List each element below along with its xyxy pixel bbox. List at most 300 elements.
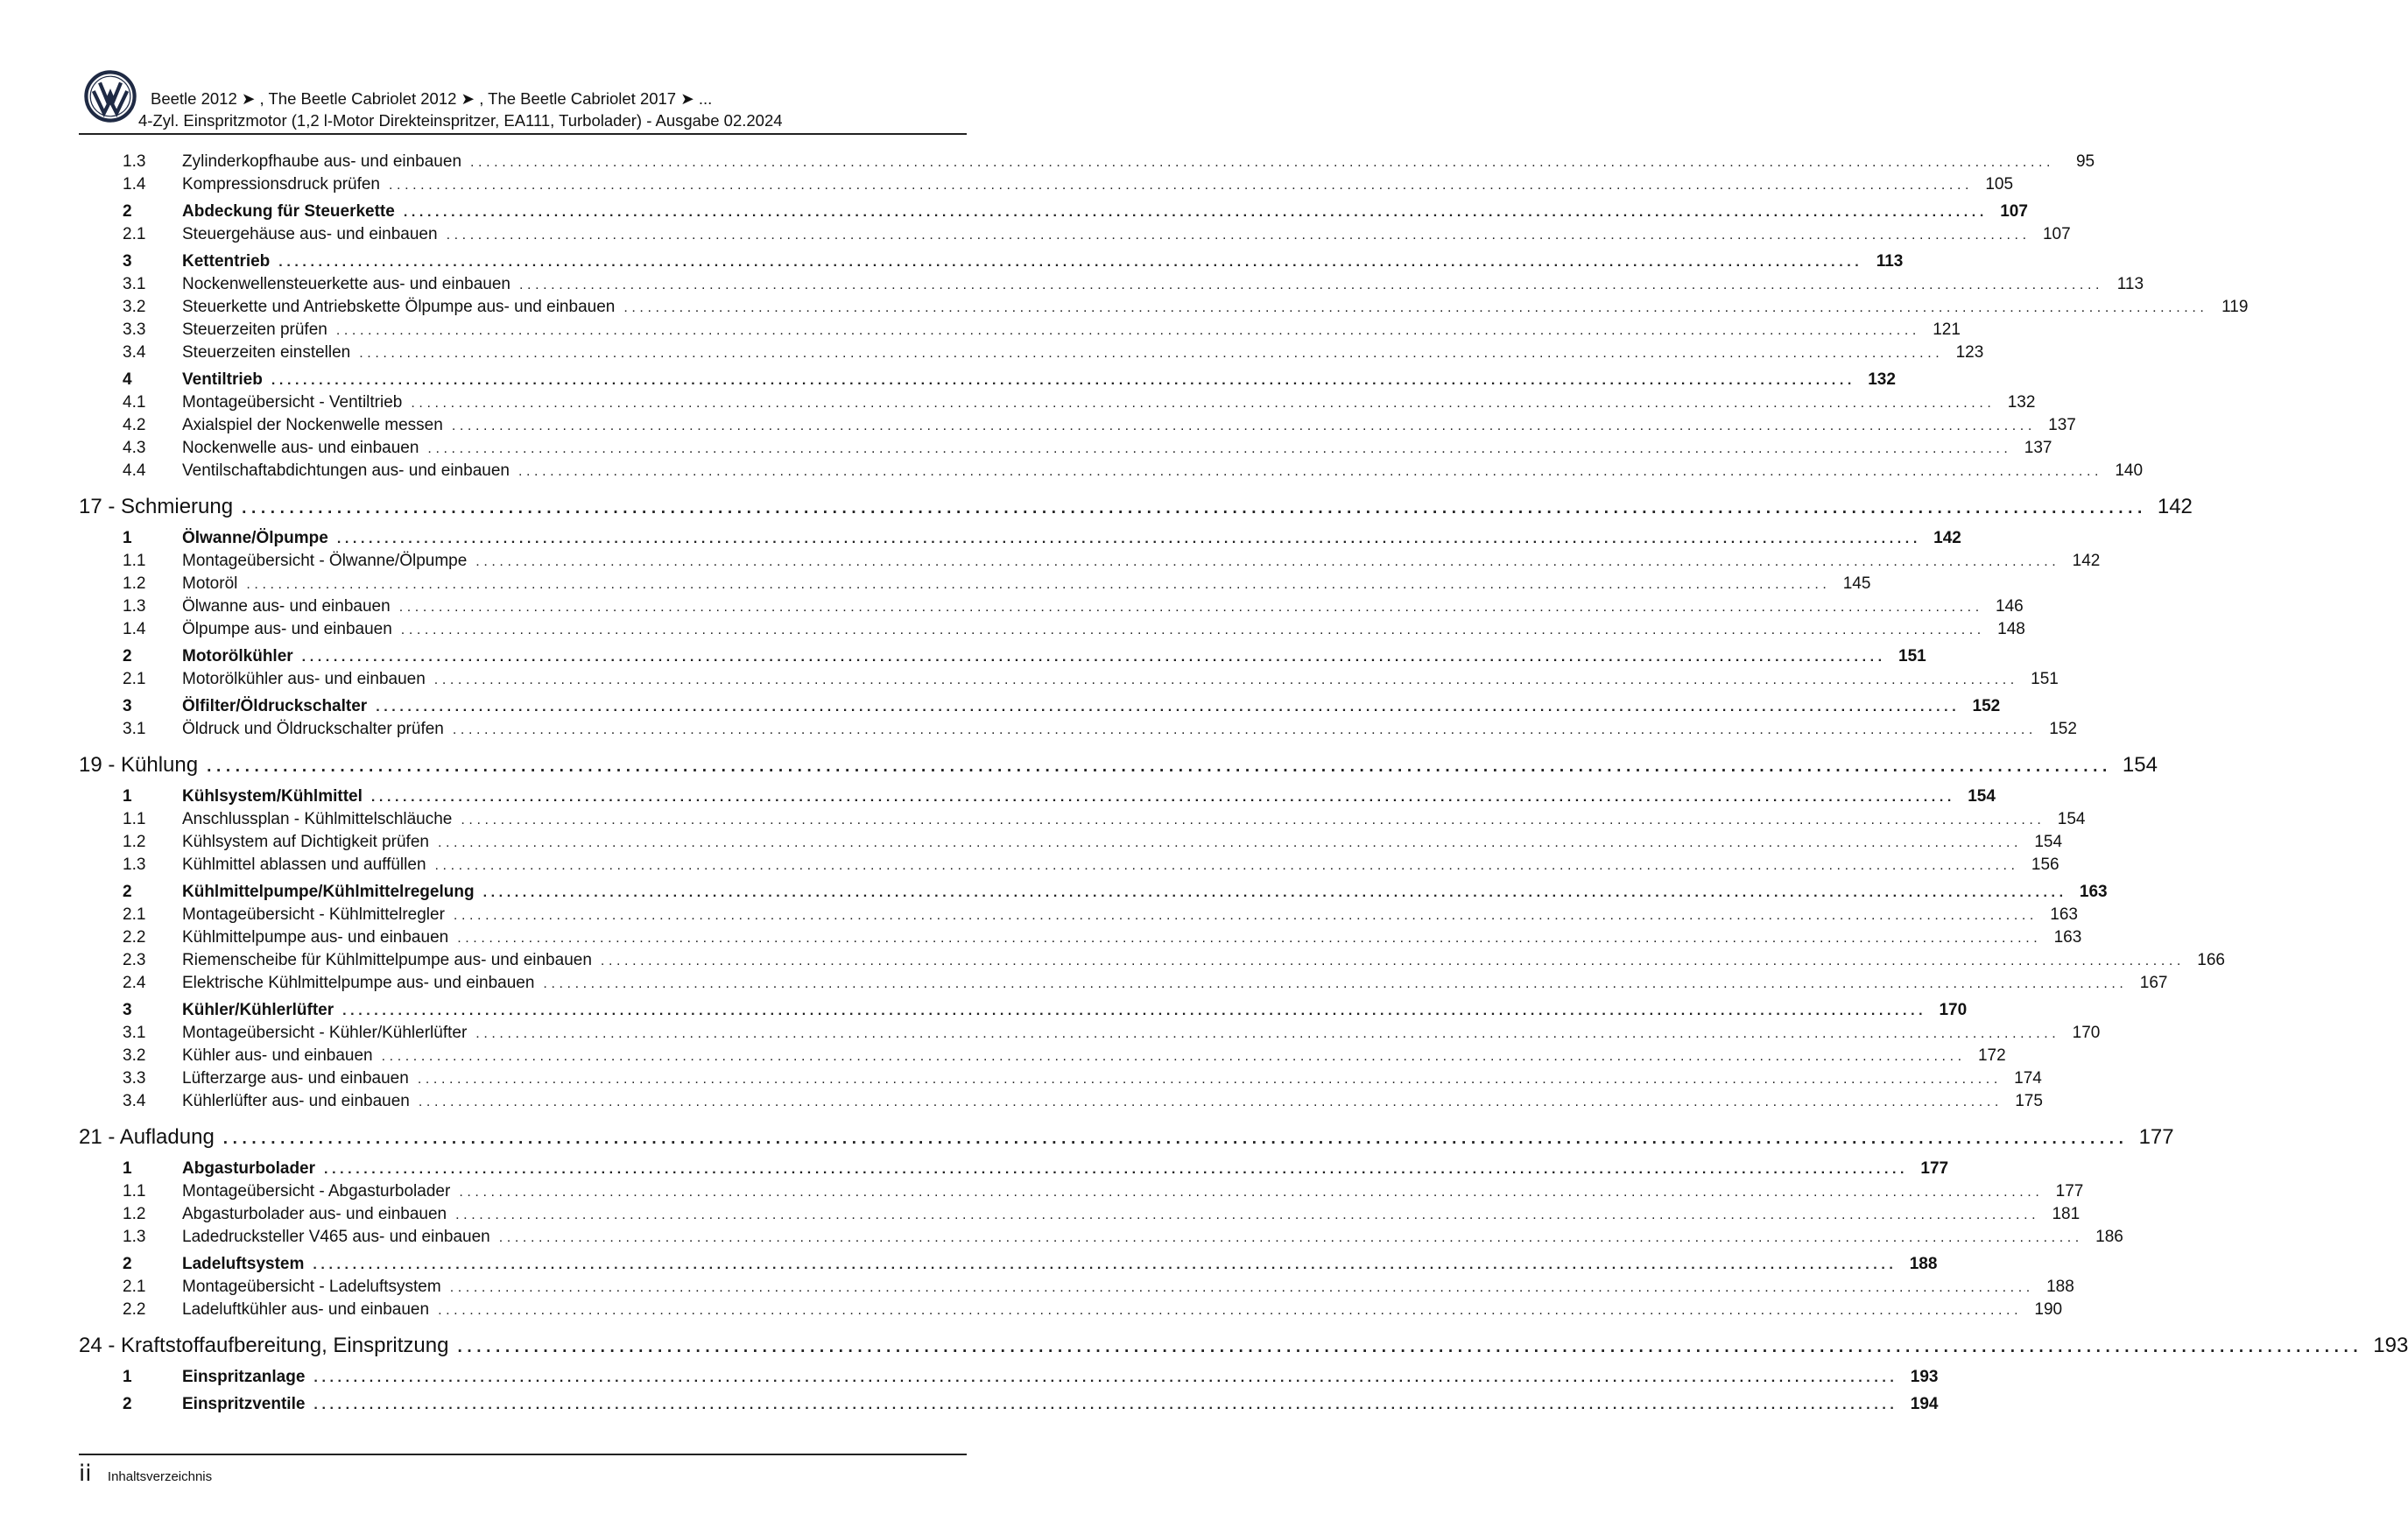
toc-entry-number: 4.2 (123, 416, 146, 434)
dot-leader: ........................................................................................................................................................................................................ (359, 346, 1944, 361)
toc-entry-number: 2 (123, 647, 132, 665)
dot-leader: ........................................................................................................................................................................................................ (403, 205, 1988, 220)
toc-entry-line (182, 1045, 2006, 1068)
toc-entry-line (182, 1299, 2063, 1322)
toc-entry-page: 151 (2031, 670, 2059, 688)
toc-entry-title: Motoröl (182, 574, 238, 593)
toc-entry-line (182, 319, 1961, 342)
toc-entry[interactable] (79, 151, 2095, 173)
toc-entry[interactable] (79, 1299, 2063, 1321)
toc-entry-number: 3.3 (123, 1069, 146, 1088)
dot-leader: ........................................................................................................................................................................................................ (313, 1257, 1898, 1272)
header-divider (79, 133, 967, 135)
toc-entry-page: 188 (2046, 1278, 2074, 1296)
toc-entry-number: 3 (123, 1001, 132, 1019)
toc-entry-page: 113 (1876, 252, 1904, 271)
toc-entry-title: Kühler aus- und einbauen (182, 1046, 373, 1065)
dot-leader: ........................................................................................................................................................................................................ (437, 835, 2023, 850)
toc-entry-page: 107 (2000, 202, 2028, 221)
toc-entry-line (182, 831, 2063, 855)
toc-entry-title: Steuerzeiten prüfen (182, 320, 327, 339)
toc-entry[interactable] (79, 250, 1904, 273)
toc-entry-page: 151 (1898, 647, 1926, 665)
toc-entry-page: 95 (2075, 152, 2095, 171)
toc-entry-line (182, 1158, 1949, 1181)
toc-chapter[interactable] (79, 750, 2158, 781)
toc-entry-title: 24 - Kraftstoffaufbereitung, Einspritzung (79, 1334, 449, 1357)
toc-entry-number: 4 (123, 370, 132, 389)
toc-entry-page: 123 (1955, 343, 1984, 362)
toc-entry-line (182, 527, 1961, 551)
dot-leader: ........................................................................................................................................................................................................ (271, 373, 1855, 388)
toc-entry-number: 1.3 (123, 152, 146, 171)
toc-entry-page: 174 (2014, 1069, 2042, 1088)
footer-label: Inhaltsverzeichnis (107, 1469, 213, 1484)
toc-entry-number: 1.4 (123, 620, 146, 638)
toc-entry-number: 2 (123, 1255, 132, 1273)
toc-entry-line (182, 904, 2078, 927)
toc-entry-page: 121 (1933, 320, 1961, 339)
dot-leader: ........................................................................................................................................................................................................ (370, 790, 1955, 805)
dot-leader: ........................................................................................................................................................................................................ (411, 396, 1996, 411)
toc-entry[interactable] (79, 785, 1996, 808)
dot-leader: ........................................................................................................................................................................................................ (246, 577, 1831, 592)
toc-entry-page: 156 (2031, 856, 2059, 874)
toc-entry-title: Montageübersicht - Ladeluftsystem (182, 1278, 441, 1296)
toc-entry-title: Zylinderkopfhaube aus- und einbauen (182, 152, 462, 171)
toc-entry-number: 2 (123, 883, 132, 901)
dot-leader: ........................................................................................................................................................................................................ (434, 858, 2019, 873)
toc-entry-title: Montageübersicht - Kühlmittelregler (182, 905, 445, 924)
toc-entry-line (182, 999, 1968, 1023)
toc-entry[interactable] (79, 173, 2014, 196)
toc-entry-line (182, 414, 2076, 438)
toc-entry-number: 1 (123, 1159, 132, 1178)
toc-entry-line (182, 550, 2101, 574)
toc-entry-title: 17 - Schmierung (79, 495, 234, 518)
toc-entry[interactable] (79, 972, 2168, 995)
toc-entry-number: 2 (123, 1395, 132, 1413)
toc-entry[interactable] (79, 369, 1896, 391)
toc-entry-line (182, 618, 2025, 642)
toc-entry[interactable] (79, 550, 2101, 573)
dot-leader: ........................................................................................................................................................................................................ (461, 813, 2045, 827)
toc-entry-page: 132 (2007, 393, 2036, 412)
toc-entry-title: Abgasturbolader (182, 1159, 316, 1178)
toc-entry-number: 1.2 (123, 574, 146, 593)
toc-entry-number: 1.3 (123, 597, 146, 616)
toc-entry[interactable] (79, 460, 2144, 482)
toc-entry-line (182, 1022, 2101, 1046)
toc-entry-title: Kühlsystem/Kühlmittel (182, 787, 363, 806)
toc-entry-page: 163 (2079, 883, 2108, 901)
dot-leader: ........................................................................................................................................................................................................ (389, 178, 1974, 193)
toc-entry-title: Einspritzanlage (182, 1368, 306, 1386)
toc-entry-number: 1.1 (123, 552, 146, 570)
dot-leader: ........................................................................................................................................................................................................ (427, 441, 2012, 456)
dot-leader: ........................................................................................................................................................................................................ (518, 464, 2103, 479)
toc-entry[interactable] (79, 1366, 1939, 1389)
toc-entry-number: 3.2 (123, 1046, 146, 1065)
toc-entry[interactable] (79, 273, 2144, 296)
toc-entry-page: 154 (2057, 810, 2086, 828)
toc-entry-number: 3.1 (123, 720, 146, 738)
toc-entry-title: Anschlussplan - Kühlmittelschläuche (182, 810, 453, 828)
toc-entry-title: 21 - Aufladung (79, 1125, 215, 1149)
dot-leader: ........................................................................................................................................................................................................ (600, 954, 2185, 968)
toc-entry[interactable] (79, 1203, 2081, 1226)
toc-entry-line (79, 491, 2193, 525)
dot-leader: ........................................................................................................................................................................................................ (455, 1208, 2040, 1222)
toc-entry[interactable] (79, 414, 2076, 437)
toc-entry-line (182, 1203, 2081, 1227)
dot-leader: ........................................................................................................................................................................................................ (438, 1303, 2023, 1318)
vw-logo (84, 70, 137, 123)
toc-entry-title: Ladeluftkühler aus- und einbauen (182, 1300, 430, 1319)
toc-entry[interactable] (79, 1067, 2042, 1090)
toc-entry-line (182, 718, 2077, 742)
toc-entry[interactable] (79, 949, 2225, 972)
toc-entry-title: Montageübersicht - Ventiltrieb (182, 393, 403, 412)
toc-entry[interactable] (79, 1180, 2084, 1203)
toc-entry-number: 3.4 (123, 343, 146, 362)
toc-entry-page: 119 (2221, 298, 2249, 316)
toc-entry-number: 2.4 (123, 974, 146, 992)
toc-entry-number: 1 (123, 1368, 132, 1386)
toc-entry-page: 190 (2034, 1300, 2063, 1319)
toc-entry[interactable] (79, 319, 1961, 342)
toc-entry-page: 163 (2050, 905, 2078, 924)
toc-entry-page: 181 (2052, 1205, 2081, 1223)
dot-leader: ........................................................................................................................................................................................................ (313, 1370, 1898, 1385)
toc-entry-line (182, 437, 2052, 461)
toc-entry-page: 107 (2042, 225, 2071, 243)
toc-entry[interactable] (79, 527, 1961, 550)
toc-entry-number: 3.3 (123, 320, 146, 339)
dot-leader: ........................................................................................................................................................................................................ (459, 1185, 2044, 1200)
toc-entry-line (182, 391, 2036, 415)
toc-entry-number: 3.4 (123, 1092, 146, 1110)
dot-leader: ........................................................................................................................................................................................................ (324, 1162, 1909, 1177)
toc-entry-title: Ventiltrieb (182, 370, 263, 389)
header-engine: 4-Zyl. Einspritzmotor (1,2 l-Motor Direkteinspritzer, EA111, Turbolader) - Ausgabe 02.2024 (138, 111, 783, 130)
toc-entry-line (182, 223, 2071, 247)
toc-entry-title: Ölwanne aus- und einbauen (182, 597, 391, 616)
toc-entry-title: Kettentrieb (182, 252, 271, 271)
toc-entry-title: Axialspiel der Nockenwelle messen (182, 416, 443, 434)
dot-leader: ........................................................................................................................................................................................................ (381, 1049, 1966, 1064)
toc-entry-page: 145 (1842, 574, 1871, 593)
toc-entry-page: 175 (2015, 1092, 2043, 1110)
toc-entry-line (79, 750, 2158, 783)
toc-entry-title: Ladeluftsystem (182, 1255, 305, 1273)
toc-entry[interactable] (79, 618, 2025, 641)
dot-leader: ........................................................................................................................................................................................................ (475, 554, 2060, 569)
toc-entry-page: 105 (1985, 175, 2014, 194)
dot-leader: ........................................................................................................................................................................................................ (376, 700, 1961, 715)
toc-entry-title: Montageübersicht - Abgasturbolader (182, 1182, 451, 1201)
toc-entry-title: 19 - Kühlung (79, 753, 199, 777)
dot-leader: ........................................................................................................................................................................................................ (446, 228, 2031, 243)
toc-entry-number: 1.3 (123, 1228, 146, 1246)
toc-entry[interactable] (79, 881, 2108, 904)
toc-entry-line (182, 173, 2014, 197)
toc-entry-number: 2.1 (123, 1278, 146, 1296)
dot-leader: ........................................................................................................................................................................................................ (313, 1398, 1898, 1412)
toc-entry-title: Abdeckung für Steuerkette (182, 202, 395, 221)
toc-entry-title: Nockenwelle aus- und einbauen (182, 439, 419, 457)
toc-entry[interactable] (79, 999, 1968, 1022)
toc-entry-page: 132 (1868, 370, 1896, 389)
toc-entry-line (182, 881, 2108, 905)
toc-entry-title: Abgasturbolader aus- und einbauen (182, 1205, 447, 1223)
dot-leader: ........................................................................................................................................................................................................ (335, 323, 1920, 338)
toc-entry-title: Steuerzeiten einstellen (182, 343, 351, 362)
toc-entry-title: Einspritzventile (182, 1395, 306, 1413)
toc-entry-line (182, 573, 1871, 596)
toc-entry[interactable] (79, 296, 2249, 319)
toc-entry-page: 194 (1910, 1395, 1939, 1413)
toc-entry-number: 3 (123, 252, 132, 271)
dot-leader: ........................................................................................................................................................................................................ (417, 1072, 2002, 1087)
toc-entry[interactable] (79, 595, 2024, 618)
dot-leader: ........................................................................................................................................................................................................ (543, 976, 2128, 991)
toc-entry-line (182, 668, 2059, 692)
dot-leader: ........................................................................................................................................................................................................ (518, 278, 2104, 292)
toc-entry-title: Ventilschaftabdichtungen aus- und einbauen (182, 461, 510, 480)
toc-entry-number: 2 (123, 202, 132, 221)
toc-entry-title: Kühler/Kühlerlüfter (182, 1001, 334, 1019)
toc-entry-title: Ladedrucksteller V465 aus- und einbauen (182, 1228, 490, 1246)
toc-entry-title: Ölwanne/Ölpumpe (182, 529, 328, 547)
toc-entry[interactable] (79, 201, 2028, 223)
toc-entry-page: 177 (1920, 1159, 1949, 1178)
toc-entry-page: 142 (2072, 552, 2101, 570)
toc-entry-title: Elektrische Kühlmittelpumpe aus- und einbauen (182, 974, 535, 992)
toc-entry-page: 170 (2072, 1024, 2101, 1042)
toc-entry[interactable] (79, 223, 2071, 246)
dot-leader: ........................................................................................................................................................................................................ (475, 1026, 2060, 1041)
toc-entry-page: 146 (1996, 597, 2024, 616)
footer-page-number: ii (79, 1461, 92, 1487)
toc-entry-line (182, 201, 2028, 224)
toc-entry-title: Lüfterzarge aus- und einbauen (182, 1069, 409, 1088)
toc-entry-title: Kühlsystem auf Dichtigkeit prüfen (182, 833, 429, 851)
toc-entry-title: Kühlmittelpumpe aus- und einbauen (182, 928, 449, 947)
dot-leader: ........................................................................................................................................................................................................ (449, 1280, 2034, 1295)
dot-leader: ........................................................................................................................................................................................................ (623, 300, 2208, 315)
header-models: Beetle 2012 ➤ , The Beetle Cabriolet 2012 ➤ , The Beetle Cabriolet 2017 ➤ ... (151, 89, 713, 108)
toc-entry-title: Ölpumpe aus- und einbauen (182, 620, 392, 638)
toc-entry-number: 4.1 (123, 393, 146, 412)
toc-entry-number: 1 (123, 529, 132, 547)
dot-leader: ........................................................................................................................................................................................................ (418, 1095, 2003, 1109)
dot-leader: ........................................................................................................................................................................................................ (398, 600, 1983, 615)
toc-entry-title: Motorölkühler (182, 647, 293, 665)
toc-entry-number: 1.2 (123, 1205, 146, 1223)
toc-entry-line (182, 369, 1896, 392)
toc-entry-line (182, 808, 2086, 832)
toc-entry[interactable] (79, 1393, 1939, 1416)
toc-entry[interactable] (79, 718, 2077, 741)
toc-entry-title: Nockenwellensteuerkette aus- und einbauen (182, 275, 510, 293)
toc-entry[interactable] (79, 1253, 1938, 1276)
dot-leader: ........................................................................................................................................................................................................ (222, 1130, 2129, 1148)
toc-entry-page: 193 (1910, 1368, 1939, 1386)
toc-entry-number: 1.4 (123, 175, 146, 194)
toc-entry-number: 2.3 (123, 951, 146, 969)
toc-entry[interactable] (79, 831, 2063, 854)
dot-leader: ........................................................................................................................................................................................................ (457, 931, 2042, 946)
toc-entry-page: 154 (1968, 787, 1996, 806)
dot-leader: ........................................................................................................................................................................................................ (453, 908, 2038, 923)
toc-entry[interactable] (79, 437, 2052, 460)
toc-entry-line (79, 1330, 2408, 1363)
toc-entry-page: 186 (2095, 1228, 2123, 1246)
toc-entry[interactable] (79, 854, 2059, 877)
toc-entry[interactable] (79, 904, 2078, 926)
toc-entry-page: 163 (2053, 928, 2082, 947)
dot-leader: ........................................................................................................................................................................................................ (400, 623, 1985, 637)
toc-entry[interactable] (79, 1226, 2123, 1249)
toc-entry-page: 167 (2139, 974, 2168, 992)
toc-entry-page: 137 (2048, 416, 2076, 434)
toc-entry-line (182, 1090, 2043, 1114)
dot-leader: ........................................................................................................................................................................................................ (451, 419, 2036, 433)
toc-entry-title: Kompressionsdruck prüfen (182, 175, 380, 194)
toc-entry-number: 2.1 (123, 905, 146, 924)
toc-entry[interactable] (79, 808, 2086, 831)
toc-chapter[interactable] (79, 1122, 2174, 1153)
toc-entry-number: 1.2 (123, 833, 146, 851)
toc-entry[interactable] (79, 1045, 2006, 1067)
toc-entry[interactable] (79, 1090, 2043, 1113)
toc-entry-line (182, 1393, 1939, 1417)
toc-entry-title: Kühlerlüfter aus- und einbauen (182, 1092, 410, 1110)
toc-entry-line (182, 854, 2059, 877)
toc-entry[interactable] (79, 391, 2036, 414)
toc-entry-title: Steuerkette und Antriebskette Ölpumpe aus- und einbauen (182, 298, 616, 316)
toc-entry-page: 154 (2034, 833, 2063, 851)
toc-entry-number: 2.2 (123, 1300, 146, 1319)
toc-entry[interactable] (79, 573, 1871, 595)
toc-entry-number: 1.1 (123, 1182, 146, 1201)
toc-entry-line (182, 1067, 2042, 1091)
toc-entry-title: Kühlmittel ablassen und auffüllen (182, 856, 426, 874)
toc-entry-line (182, 296, 2249, 320)
toc-entry[interactable] (79, 1276, 2074, 1299)
dot-leader: ........................................................................................................................................................................................................ (278, 255, 1863, 270)
toc-entry-number: 3.1 (123, 1024, 146, 1042)
toc-entry[interactable] (79, 645, 1926, 668)
toc-entry[interactable] (79, 1022, 2101, 1045)
toc-entry-page: 177 (2138, 1125, 2174, 1149)
toc-entry-line (182, 460, 2144, 483)
dot-leader: ........................................................................................................................................................................................................ (301, 650, 1886, 665)
toc-entry-line (182, 949, 2225, 973)
dot-leader: ........................................................................................................................................................................................................ (342, 1003, 1927, 1018)
toc-entry-title: Riemenscheibe für Kühlmittelpumpe aus- und einbauen (182, 951, 592, 969)
dot-leader: ........................................................................................................................................................................................................ (242, 499, 2147, 518)
toc-entry-line (182, 785, 1996, 809)
dot-leader: ........................................................................................................................................................................................................ (433, 672, 2018, 687)
toc-entry[interactable] (79, 926, 2082, 949)
toc-entry-title: Ölfilter/Öldruckschalter (182, 697, 368, 715)
table-of-contents (79, 151, 2408, 1416)
dot-leader: ........................................................................................................................................................................................................ (457, 1338, 2363, 1356)
toc-entry-page: 113 (2116, 275, 2144, 293)
toc-entry[interactable] (79, 695, 2001, 718)
toc-entry-page: 148 (1997, 620, 2025, 638)
toc-chapter[interactable] (79, 1330, 2408, 1362)
toc-entry-page: 188 (1909, 1255, 1938, 1273)
toc-entry-page: 172 (1977, 1046, 2006, 1065)
toc-entry-line (182, 1180, 2084, 1204)
toc-entry-number: 4.3 (123, 439, 146, 457)
toc-entry-number: 4.4 (123, 461, 146, 480)
dot-leader: ........................................................................................................................................................................................................ (482, 885, 2067, 900)
toc-entry-line (182, 1276, 2074, 1299)
toc-entry-line (182, 972, 2168, 996)
toc-entry-number: 1.1 (123, 810, 146, 828)
toc-chapter[interactable] (79, 491, 2193, 523)
toc-entry-title: Kühlmittelpumpe/Kühlmittelregelung (182, 883, 475, 901)
toc-entry-page: 170 (1939, 1001, 1968, 1019)
document-header (138, 88, 965, 131)
toc-entry[interactable] (79, 1158, 1949, 1180)
toc-entry-number: 3 (123, 697, 132, 715)
toc-entry[interactable] (79, 342, 1984, 364)
toc-entry-line (182, 1366, 1939, 1390)
toc-entry-page: 177 (2055, 1182, 2084, 1201)
toc-entry-page: 166 (2197, 951, 2225, 969)
toc-entry-line (182, 250, 1904, 274)
toc-entry-line (182, 342, 1984, 365)
toc-entry-line (182, 926, 2082, 950)
toc-entry-page: 154 (2122, 753, 2158, 777)
toc-entry-page: 142 (2157, 495, 2193, 518)
dot-leader: ........................................................................................................................................................................................................ (336, 532, 1921, 546)
toc-entry-title: Montageübersicht - Kühler/Kühlerlüfter (182, 1024, 468, 1042)
toc-entry-line (182, 151, 2095, 174)
footer-divider (79, 1454, 967, 1455)
toc-entry-number: 1 (123, 787, 132, 806)
toc-entry-title: Montageübersicht - Ölwanne/Ölpumpe (182, 552, 468, 570)
toc-entry-title: Öldruck und Öldruckschalter prüfen (182, 720, 444, 738)
toc-entry-number: 2.1 (123, 670, 146, 688)
dot-leader: ........................................................................................................................................................................................................ (207, 757, 2112, 776)
dot-leader: ........................................................................................................................................................................................................ (470, 155, 2055, 170)
toc-entry-page: 137 (2024, 439, 2052, 457)
toc-entry-line (182, 1226, 2123, 1250)
toc-entry-page: 142 (1933, 529, 1961, 547)
toc-entry-line (182, 273, 2144, 297)
page-footer (79, 1461, 212, 1487)
toc-entry-line (182, 595, 2024, 619)
toc-entry-number: 2.1 (123, 225, 146, 243)
toc-entry-page: 140 (2115, 461, 2144, 480)
toc-entry-title: Motorölkühler aus- und einbauen (182, 670, 426, 688)
toc-entry-line (182, 695, 2001, 719)
toc-entry[interactable] (79, 668, 2059, 691)
toc-entry-number: 1.3 (123, 856, 146, 874)
toc-entry-number: 2.2 (123, 928, 146, 947)
toc-entry-page: 193 (2373, 1334, 2408, 1357)
toc-entry-page: 152 (2049, 720, 2077, 738)
toc-entry-title: Steuergehäuse aus- und einbauen (182, 225, 438, 243)
toc-entry-page: 152 (1972, 697, 2001, 715)
toc-entry-line (182, 1253, 1938, 1277)
